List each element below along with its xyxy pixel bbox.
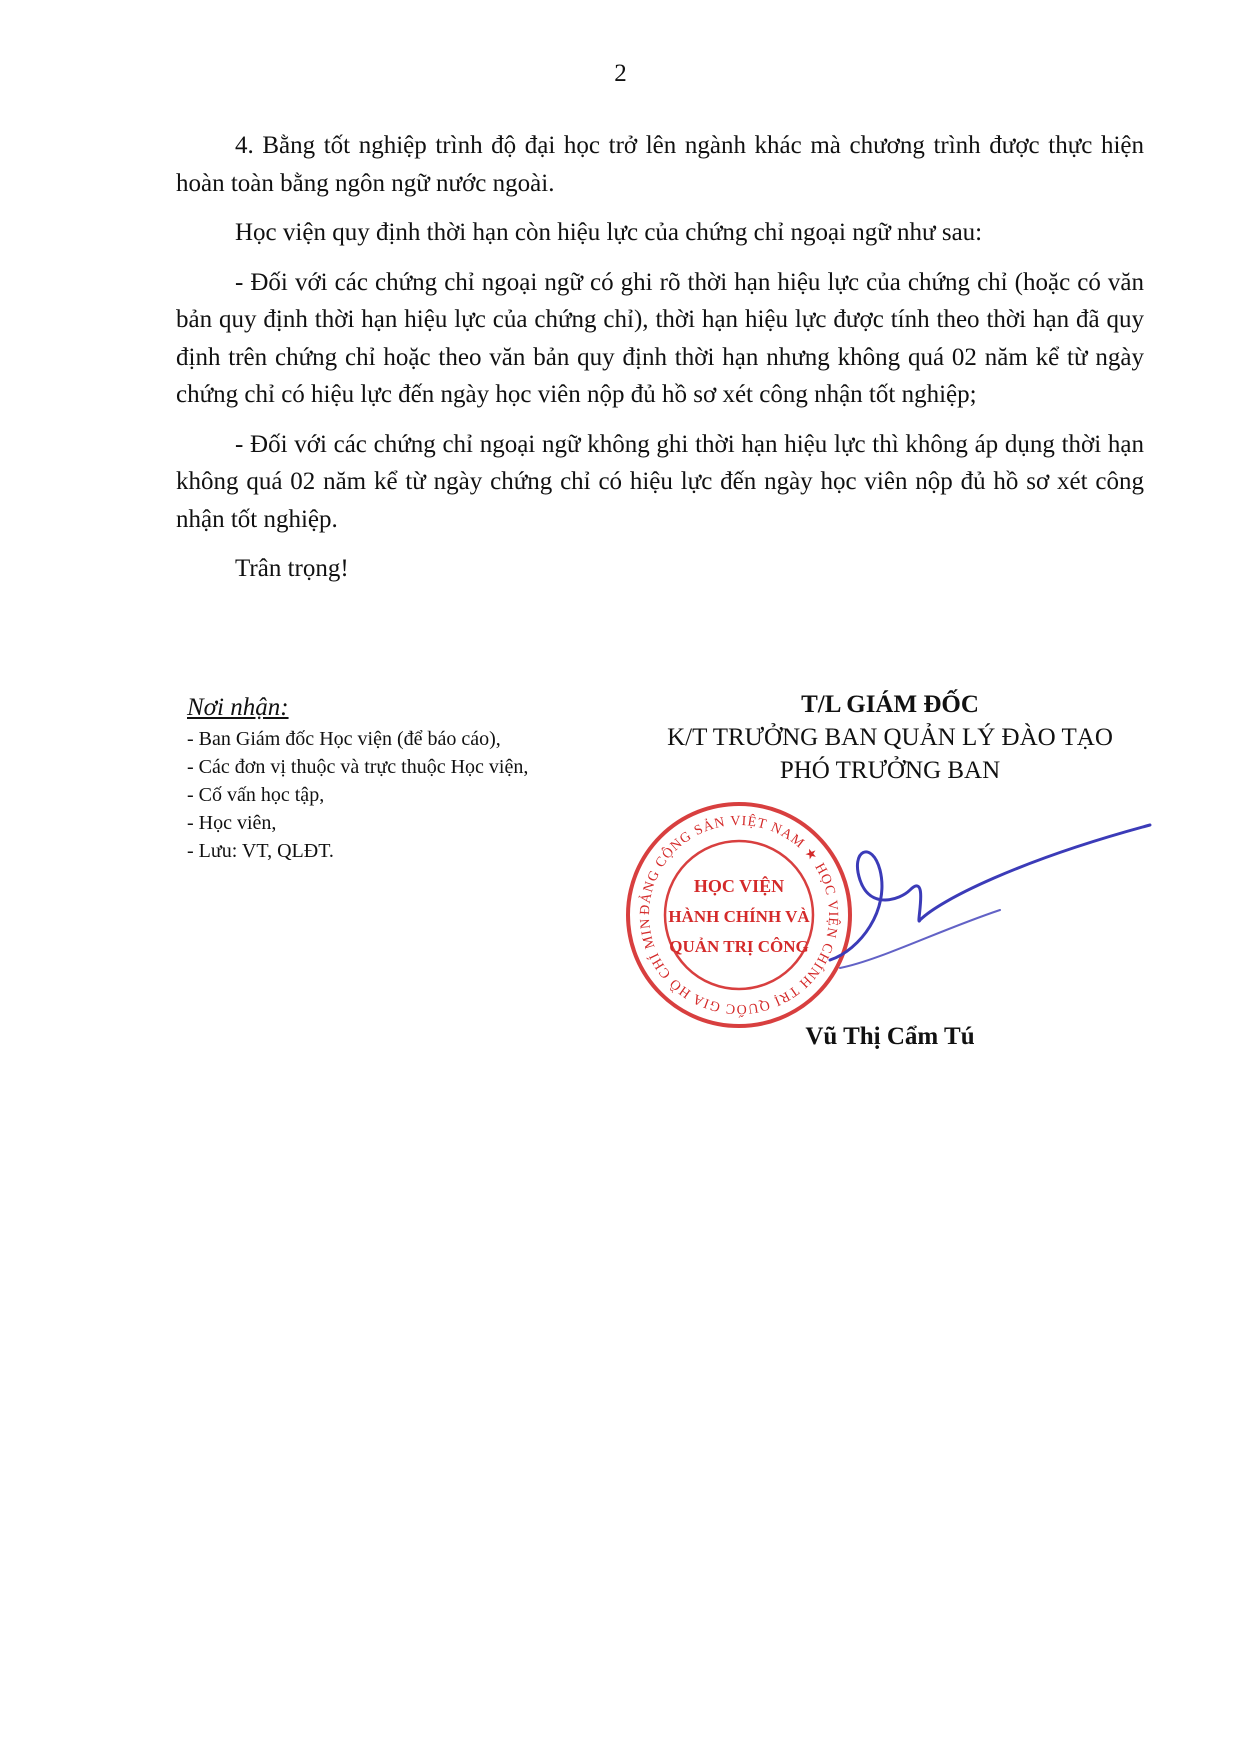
letter-body (176, 127, 1144, 600)
seal-outer-text: ĐẢNG CỘNG SẢN VIỆT NAM ★ HỌC VIỆN CHÍNH TRỊ QUỐC GIA HỒ CHÍ MIN (637, 813, 841, 1017)
recipients-list (187, 725, 627, 865)
paragraph-item-4: 4. Bằng tốt nghiệp trình độ đại học trở lên ngành khác mà chương trình được thực hiện hoàn toàn bằng ngôn ngữ nước ngoài. (176, 132, 1144, 197)
paragraph-validity-without-term: - Đối với các chứng chỉ ngoại ngữ không ghi thời hạn hiệu lực thì không áp dụng thời hạn không quá 02 năm kể từ ngày chứng chỉ có hiệu lực đến ngày học viên nộp đủ hồ sơ xét công nhận tốt nghiệp. (176, 430, 1144, 533)
page-number: 2 (614, 60, 627, 87)
handwritten-signature (820, 810, 1160, 980)
recipient-item: - Ban Giám đốc Học viện (để báo cáo), (187, 728, 501, 750)
signer-name: Vũ Thị Cẩm Tú (805, 1023, 975, 1050)
paragraph-validity-with-term: - Đối với các chứng chỉ ngoại ngữ có ghi rõ thời hạn hiệu lực của chứng chỉ (hoặc có văn bản quy định thời hạn hiệu lực của chứng chỉ), thời hạn hiệu lực được tính theo thời hạn đã quy định trên chứng chỉ hoặc theo văn bản quy định thời hạn nhưng không quá 02 năm kể từ ngày chứng chỉ có hiệu lực đến ngày học viên nộp đủ hồ sơ xét công nhận tốt nghiệp; (176, 268, 1144, 408)
signature-block (635, 688, 1145, 787)
seal-line-1: HỌC VIỆN (693, 876, 785, 896)
seal-line-2: HÀNH CHÍNH VÀ (668, 907, 810, 926)
signature-position: PHÓ TRƯỞNG BAN (779, 757, 1001, 784)
recipient-item: - Cố vấn học tập, (187, 784, 325, 806)
recipients-title: Nơi nhận: (187, 694, 289, 721)
recipient-item: - Các đơn vị thuộc và trực thuộc Học viện, (187, 756, 529, 778)
recipient-item: - Học viên, (187, 812, 277, 834)
recipient-item: - Lưu: VT, QLĐT. (187, 840, 334, 862)
signature-title: T/L GIÁM ĐỐC (801, 691, 979, 718)
paragraph-validity-intro: Học viện quy định thời hạn còn hiệu lực của chứng chỉ ngoại ngữ như sau: (235, 219, 983, 246)
closing-greeting: Trân trọng! (235, 555, 349, 582)
signature-authority: K/T TRƯỞNG BAN QUẢN LÝ ĐÀO TẠO (667, 724, 1113, 751)
signature-scribble-icon (820, 810, 1160, 980)
recipients-block (187, 693, 627, 865)
seal-line-3: QUẢN TRỊ CÔNG (669, 937, 809, 956)
